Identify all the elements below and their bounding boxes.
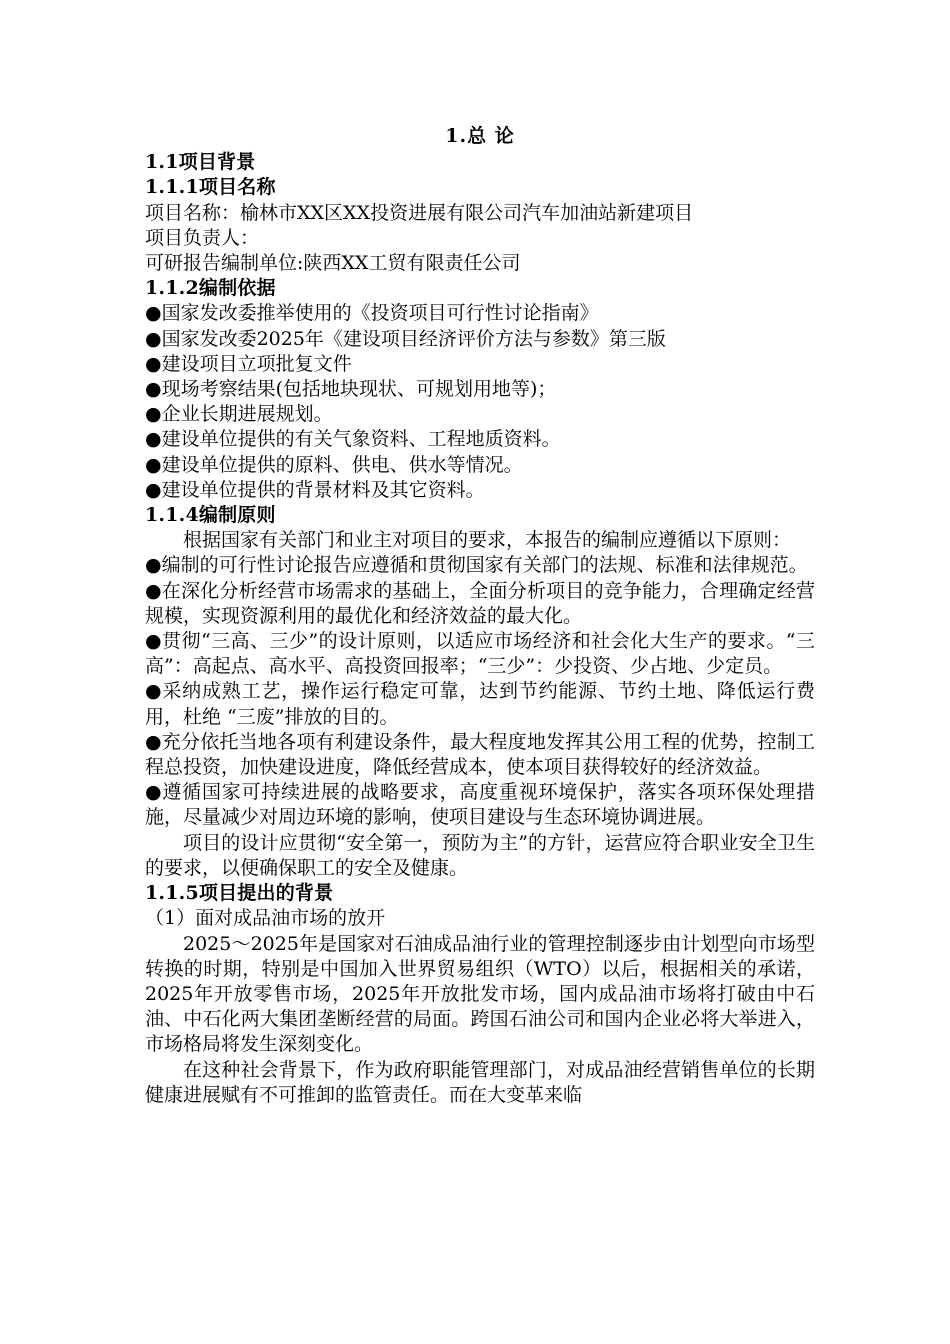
basis-item: ●建设单位提供的原料、供电、供水等情况。	[145, 453, 523, 476]
document-body	[145, 124, 815, 1108]
project-leader-line: 项目负责人：	[145, 226, 260, 249]
project-name-line: 项目名称：榆林市XX区XX投资进展有限公司汽车加油站新建项目	[145, 201, 694, 224]
basis-item: ●国家发改委2025年《建设项目经济评价方法与参数》第三版	[145, 327, 666, 350]
principle-item: ●采纳成熟工艺，操作运行稳定可靠，达到节约能源、节约土地、降低运行费用，杜绝 “三废”排放的目的。	[145, 680, 815, 728]
principle-item: ●遵循国家可持续进展的战略要求，高度重视环境保护，落实各项环保处理措施，尽量减少对周边环境的影响，使项目建设与生态环境协调进展。	[145, 781, 815, 829]
section-heading-1-1-4: 1.1.4编制原则	[145, 504, 276, 527]
section-heading-1-1: 1.1项目背景	[145, 151, 256, 174]
principles-outro: 项目的设计应贯彻“安全第一，预防为主”的方针，运营应符合职业安全卫生的要求，以便确保职工的安全及健康。	[145, 831, 815, 879]
chapter-title: 1.总 论	[445, 125, 515, 147]
principle-item: ●编制的可行性讨论报告应遵循和贯彻国家有关部门的法规、标准和法律规范。	[145, 554, 808, 577]
section-heading-1-1-5: 1.1.5项目提出的背景	[145, 882, 334, 905]
basis-item: ●建设单位提供的有关气象资料、工程地质资料。	[145, 428, 561, 451]
section-heading-1-1-1: 1.1.1项目名称	[145, 176, 276, 199]
compiler-line: 可研报告编制单位:陕西XX工贸有限责任公司	[145, 252, 521, 275]
basis-item: ●建设单位提供的背景材料及其它资料。	[145, 478, 485, 501]
principles-intro: 根据国家有关部门和业主对项目的要求，本报告的编制应遵循以下原则：	[183, 529, 792, 552]
background-paragraph-1: 2025～2025年是国家对石油成品油行业的管理控制逐步由计划型向市场型转换的时期，特别是中国加入世界贸易组织（WTO）以后，根据相关的承诺，2025年开放零售市场，2025年开放批发市场，国内成品油市场将打破由中石油、中石化两大集团垄断经营的局面。跨国石油公司和国内企业必将大举进入，市场格局将发生深刻变化。	[145, 932, 815, 1056]
basis-item: ●国家发改委推举使用的《投资项目可行性讨论指南》	[145, 302, 599, 325]
principle-item: ●贯彻“三高、三少”的设计原则，以适应市场经济和社会化大生产的要求。“三高”：高起点、高水平、高投资回报率；“三少”：少投资、少占地、少定员。	[145, 630, 815, 678]
principle-item: ●在深化分析经营市场需求的基础上，全面分析项目的竞争能力，合理确定经营规模，实现资源利用的最优化和经济效益的最大化。	[145, 579, 815, 627]
subheading-1: （1）面对成品油市场的放开	[145, 907, 386, 930]
background-paragraph-2: 在这种社会背景下，作为政府职能管理部门，对成品油经营销售单位的长期健康进展赋有不可推卸的监管责任。而在大变革来临	[145, 1058, 815, 1106]
basis-item: ●企业长期进展规划。	[145, 403, 333, 426]
principle-item: ●充分依托当地各项有利建设条件，最大程度地发挥其公用工程的优势，控制工程总投资，加快建设进度，降低经营成本，使本项目获得较好的经济效益。	[145, 730, 815, 779]
section-heading-1-1-2: 1.1.2编制依据	[145, 277, 276, 300]
basis-item: ●现场考察结果(包括地块现状、可规划用地等)；	[145, 378, 557, 401]
basis-item: ●建设项目立项批复文件	[145, 352, 352, 375]
